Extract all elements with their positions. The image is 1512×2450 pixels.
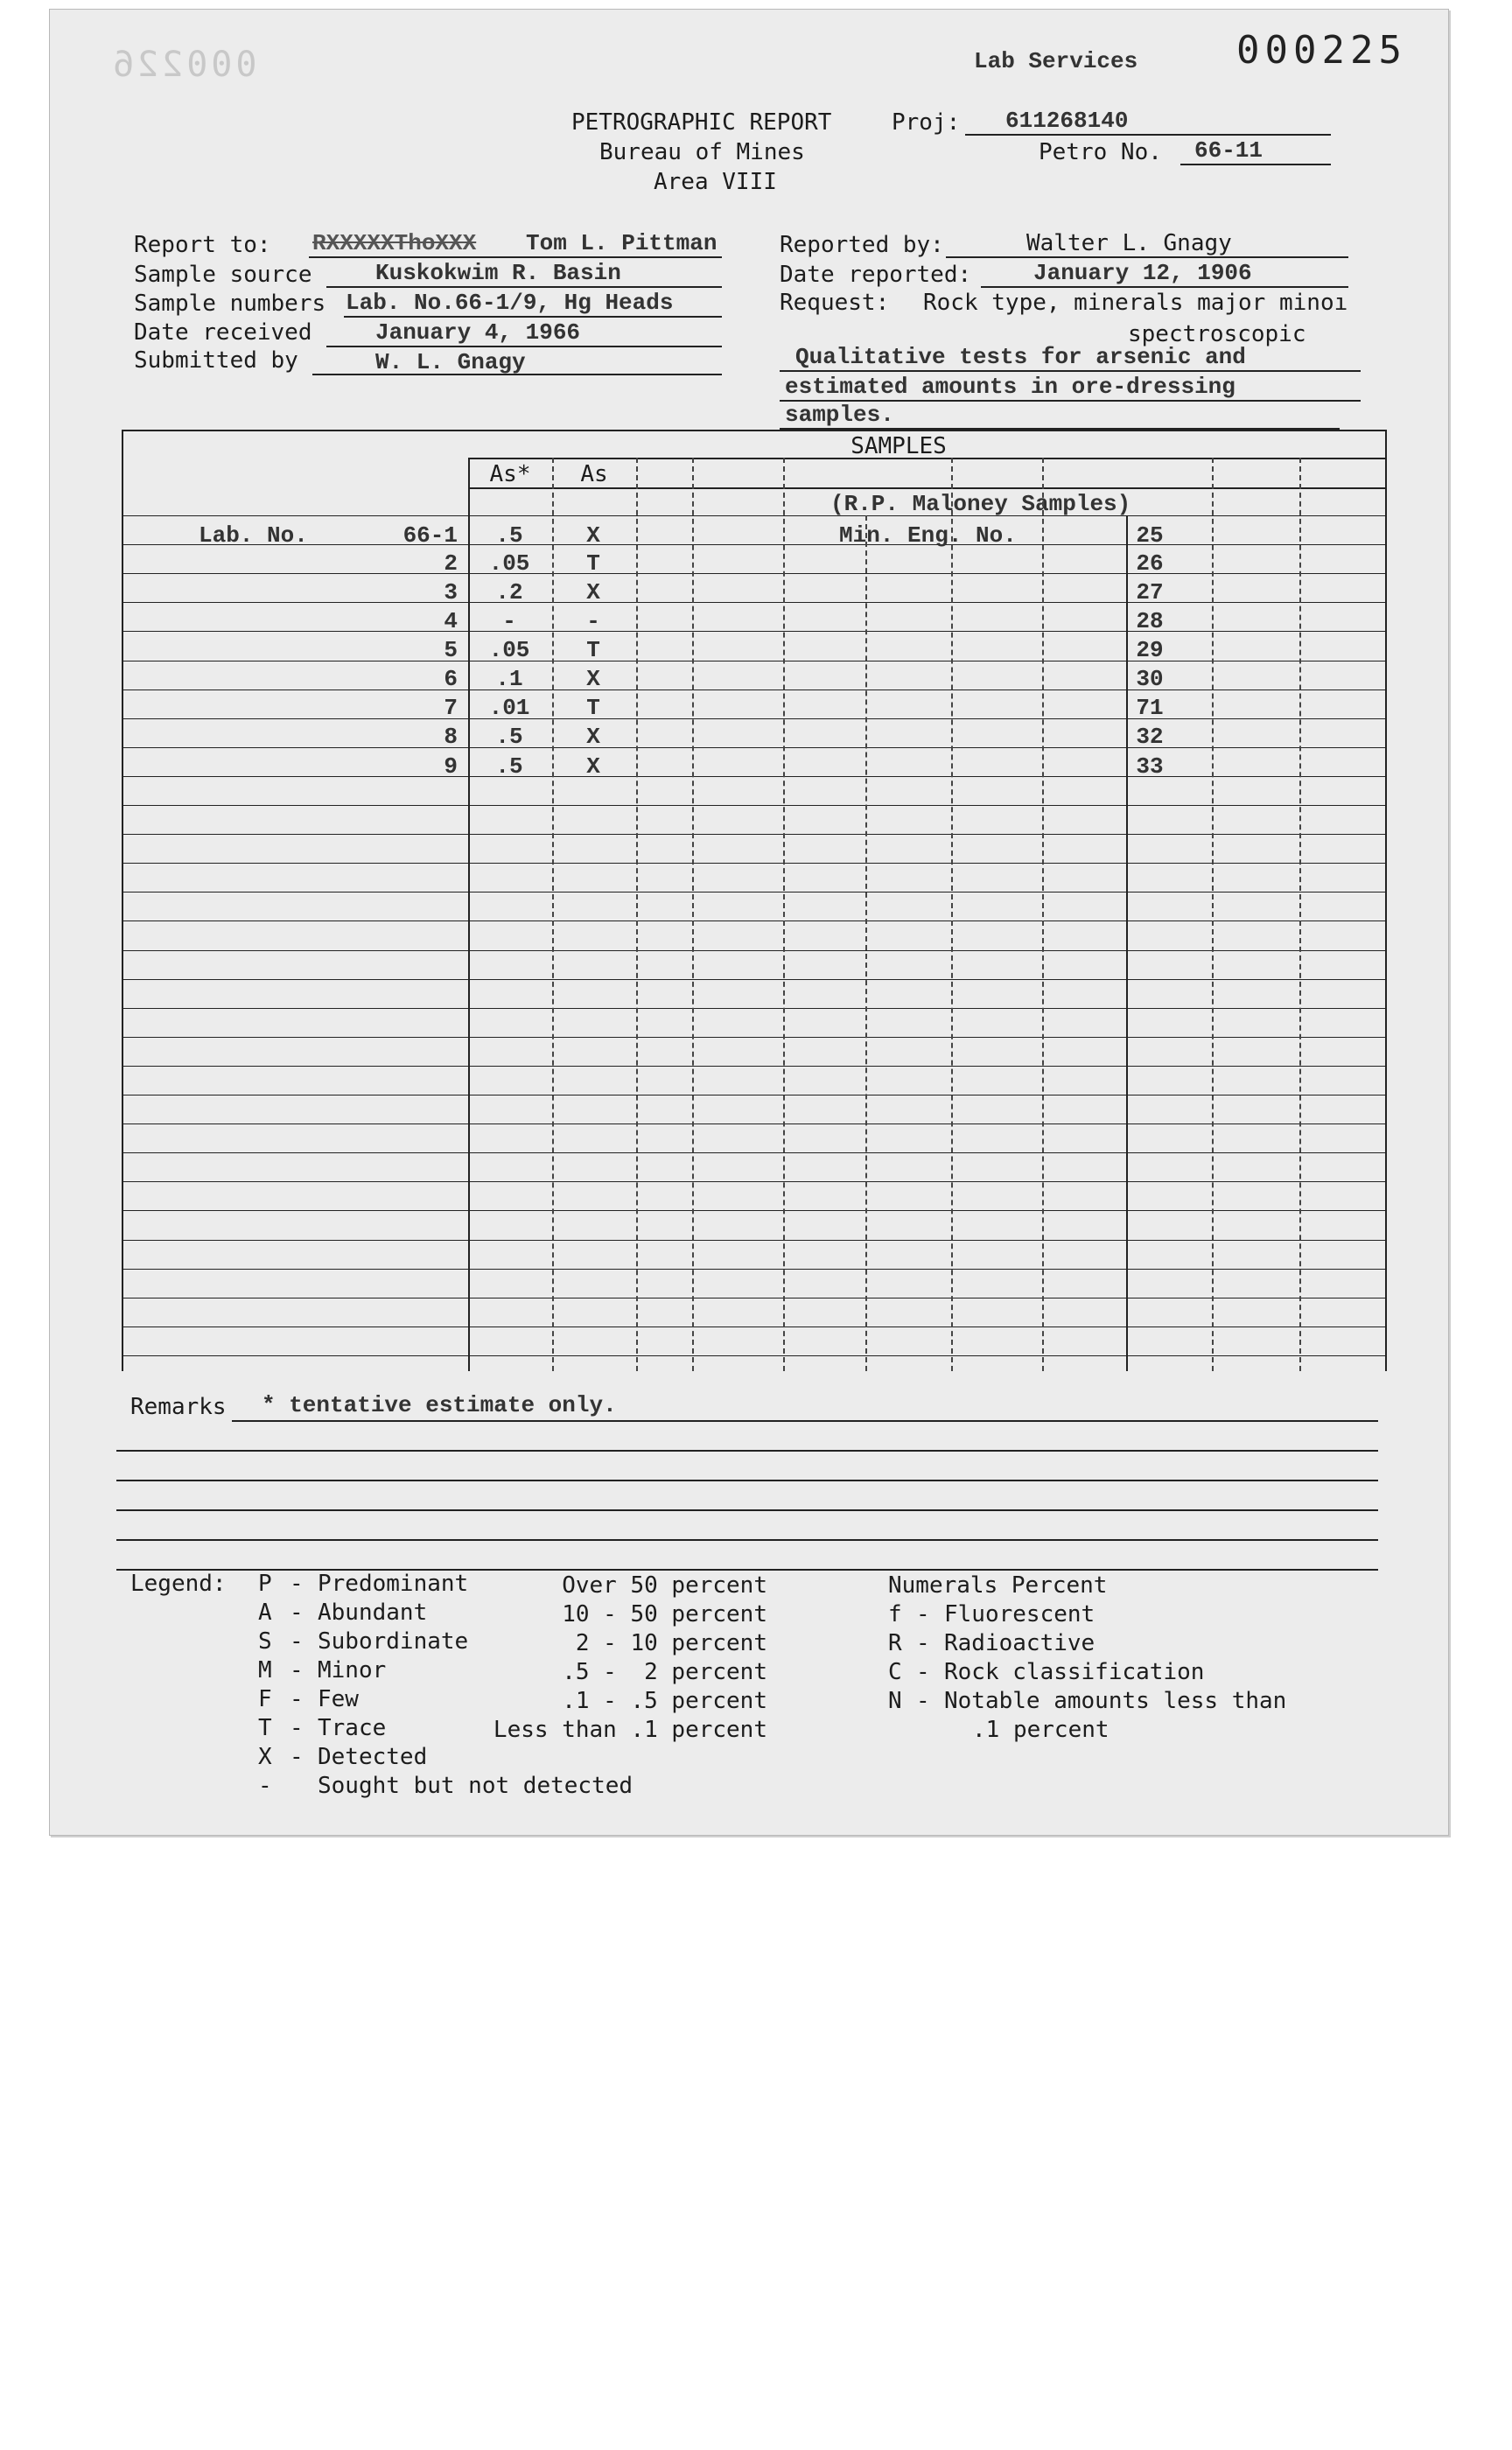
table-column-rule bbox=[692, 458, 694, 1371]
legend-name: Radioactive bbox=[944, 1630, 1096, 1656]
samples-header-rule bbox=[468, 458, 1385, 459]
lab-services-label: Lab Services bbox=[974, 48, 1138, 74]
table-column-rule bbox=[636, 458, 638, 1371]
legend-top-rule bbox=[116, 1569, 1378, 1571]
min-eng-number-cell: 30 bbox=[1136, 666, 1164, 692]
legend-name: Minor bbox=[318, 1657, 387, 1684]
as-estimate-cell: .05 bbox=[488, 550, 530, 577]
reported-by-label: Reported by: bbox=[780, 232, 944, 258]
sample-numbers-underline bbox=[344, 316, 722, 318]
samples-heading: SAMPLES bbox=[850, 433, 947, 459]
lab-number-cell: 2 bbox=[444, 550, 458, 577]
legend-dash: - bbox=[290, 1715, 304, 1741]
table-row-rule bbox=[122, 1355, 1385, 1356]
lab-number-cell: 5 bbox=[444, 637, 458, 663]
date-received-label: Date received bbox=[134, 319, 312, 346]
legend-dash: - bbox=[916, 1659, 930, 1685]
as-result-cell: X bbox=[586, 579, 600, 606]
petro-label: Petro No. bbox=[1039, 139, 1162, 165]
table-row-rule bbox=[122, 718, 1385, 719]
as-result-cell: X bbox=[586, 753, 600, 780]
min-eng-number-cell: 28 bbox=[1136, 608, 1164, 634]
legend-code: S bbox=[258, 1628, 272, 1655]
table-row-rule bbox=[122, 834, 1385, 835]
legend-name: Subordinate bbox=[318, 1628, 469, 1655]
date-received-underline bbox=[326, 346, 722, 347]
min-eng-number-cell: 33 bbox=[1136, 753, 1164, 780]
legend-name: Few bbox=[318, 1686, 359, 1712]
legend-range: 10 - 50 percent bbox=[562, 1601, 767, 1628]
submitted-by-label: Submitted by bbox=[134, 347, 298, 374]
remarks-underline-1 bbox=[232, 1420, 1378, 1422]
legend-code: X bbox=[258, 1744, 272, 1770]
col-as-header: As bbox=[580, 461, 608, 487]
lab-number-cell: 4 bbox=[444, 608, 458, 634]
petro-value: 66-11 bbox=[1194, 137, 1264, 164]
petro-underline bbox=[1180, 164, 1331, 165]
reported-by-value: Walter L. Gnagy bbox=[1026, 230, 1232, 256]
table-row-rule bbox=[122, 1066, 1385, 1067]
submitted-by-underline bbox=[312, 374, 722, 375]
table-row-rule bbox=[122, 1008, 1385, 1009]
legend-dash: - bbox=[290, 1600, 304, 1626]
as-estimate-cell: .5 bbox=[495, 753, 523, 780]
legend-range: Over 50 percent bbox=[562, 1572, 767, 1599]
min-eng-number-cell: 32 bbox=[1136, 724, 1164, 750]
legend-name: Notable amounts less than bbox=[944, 1688, 1287, 1714]
area-label: Area VIII bbox=[654, 169, 777, 195]
lab-number-cell: 66-1 bbox=[402, 522, 458, 549]
legend-name: Rock classification bbox=[944, 1659, 1205, 1685]
table-row-rule bbox=[122, 631, 1385, 632]
sample-numbers-value: Lab. No.66-1/9, Hg Heads bbox=[346, 290, 674, 316]
table-row-rule bbox=[122, 747, 1385, 748]
as-estimate-cell: .2 bbox=[495, 579, 523, 606]
legend-range: .1 - .5 percent bbox=[562, 1688, 767, 1714]
table-column-rule bbox=[865, 515, 867, 1371]
report-to-label: Report to: bbox=[134, 232, 271, 258]
legend-tail-text: .1 percent bbox=[972, 1717, 1110, 1743]
legend-range: Less than .1 percent bbox=[493, 1717, 767, 1743]
as-estimate-cell: .5 bbox=[495, 724, 523, 750]
request-line-4: estimated amounts in ore-dressing bbox=[785, 374, 1236, 400]
remarks-underline-3 bbox=[116, 1480, 1378, 1481]
remarks-underline-4 bbox=[116, 1509, 1378, 1511]
sample-numbers-label: Sample numbers bbox=[134, 290, 326, 317]
legend-code: T bbox=[258, 1715, 272, 1741]
table-column-rule bbox=[1212, 458, 1214, 1371]
min-eng-number-cell: 25 bbox=[1136, 522, 1164, 549]
table-row-rule bbox=[122, 950, 1385, 951]
table-row-rule bbox=[122, 602, 1385, 603]
legend-name: Trace bbox=[318, 1715, 387, 1741]
remarks-text: * tentative estimate only. bbox=[262, 1392, 617, 1418]
request-line-3: Qualitative tests for arsenic and bbox=[795, 344, 1246, 370]
legend-dash: - bbox=[290, 1657, 304, 1684]
table-row-rule bbox=[122, 515, 1385, 516]
maloney-heading: (R.P. Maloney Samples) bbox=[830, 491, 1131, 517]
report-to-struck: RXXXXXThoXXX bbox=[312, 230, 477, 256]
request-underline-1 bbox=[780, 370, 1361, 372]
table-column-rule bbox=[783, 458, 785, 1371]
legend-dash: - bbox=[290, 1686, 304, 1712]
document-number: 000225 bbox=[1236, 28, 1407, 73]
as-result-cell: T bbox=[586, 550, 600, 577]
sample-source-value: Kuskokwim R. Basin bbox=[375, 260, 621, 286]
request-line-2: spectroscopic bbox=[1128, 321, 1306, 347]
legend-name: Sought but not detected bbox=[318, 1773, 634, 1799]
min-eng-no-label: Min. Eng. No. bbox=[839, 522, 1017, 549]
as-estimate-cell: .1 bbox=[495, 666, 523, 692]
request-label: Request: bbox=[780, 290, 890, 316]
legend-dash: - bbox=[290, 1744, 304, 1770]
min-eng-number-cell: 26 bbox=[1136, 550, 1164, 577]
proj-label: Proj: bbox=[892, 109, 961, 136]
legend-code: F bbox=[258, 1686, 272, 1712]
as-result-cell: X bbox=[586, 724, 600, 750]
as-result-cell: X bbox=[586, 666, 600, 692]
table-left-edge bbox=[122, 430, 123, 1371]
lab-number-cell: 9 bbox=[444, 753, 458, 780]
legend-code: f bbox=[888, 1601, 902, 1628]
legend-code: A bbox=[258, 1600, 272, 1626]
legend-label: Legend: bbox=[130, 1571, 227, 1597]
lab-number-cell: 7 bbox=[444, 695, 458, 721]
table-row-rule bbox=[122, 1269, 1385, 1270]
as-estimate-cell: .01 bbox=[488, 695, 530, 721]
proj-value: 611268140 bbox=[1005, 108, 1129, 134]
table-row-rule bbox=[122, 1095, 1385, 1096]
legend-name: Predominant bbox=[318, 1571, 469, 1597]
table-row-rule bbox=[122, 979, 1385, 980]
proj-underline bbox=[965, 134, 1331, 136]
sample-source-label: Sample source bbox=[134, 262, 312, 288]
legend-dash: - bbox=[290, 1628, 304, 1655]
as-estimate-cell: .5 bbox=[495, 522, 523, 549]
table-column-rule bbox=[951, 458, 953, 1371]
date-received-value: January 4, 1966 bbox=[375, 319, 581, 346]
legend-code: N bbox=[888, 1688, 902, 1714]
as-result-cell: - bbox=[586, 608, 600, 634]
lab-number-cell: 3 bbox=[444, 579, 458, 606]
col-header-rule bbox=[468, 487, 1385, 489]
legend-dash: - bbox=[916, 1601, 930, 1628]
remarks-underline-5 bbox=[116, 1539, 1378, 1541]
legend-range: .5 - 2 percent bbox=[562, 1659, 767, 1685]
report-to-underline bbox=[309, 256, 722, 258]
table-top-rule bbox=[122, 430, 1385, 431]
legend-name: Detected bbox=[318, 1744, 428, 1770]
table-row-rule bbox=[122, 1240, 1385, 1241]
table-row-rule bbox=[122, 1210, 1385, 1211]
table-row-rule bbox=[122, 1037, 1385, 1038]
table-right-edge bbox=[1385, 430, 1387, 1371]
report-to-value: Tom L. Pittman bbox=[526, 230, 718, 256]
table-row-rule bbox=[122, 920, 1385, 921]
date-reported-value: January 12, 1906 bbox=[1033, 260, 1252, 286]
table-row-rule bbox=[122, 573, 1385, 574]
min-eng-number-cell: 29 bbox=[1136, 637, 1164, 663]
as-estimate-cell: .05 bbox=[488, 637, 530, 663]
lab-number-cell: 6 bbox=[444, 666, 458, 692]
legend-code: M bbox=[258, 1657, 272, 1684]
table-column-rule bbox=[1299, 458, 1301, 1371]
table-row-rule bbox=[122, 1181, 1385, 1182]
table-row-rule bbox=[122, 661, 1385, 662]
legend-code: C bbox=[888, 1659, 902, 1685]
as-estimate-cell: - bbox=[502, 608, 516, 634]
table-row-rule bbox=[122, 544, 1385, 545]
legend-range: 2 - 10 percent bbox=[562, 1630, 767, 1656]
table-row-rule bbox=[122, 1326, 1385, 1327]
agency-name: Bureau of Mines bbox=[599, 139, 805, 165]
submitted-by-value: W. L. Gnagy bbox=[375, 349, 526, 375]
lab-number-cell: 8 bbox=[444, 724, 458, 750]
legend-dash: - bbox=[916, 1630, 930, 1656]
request-value: Rock type, minerals major minoı bbox=[923, 290, 1348, 316]
report-page bbox=[49, 9, 1449, 1836]
date-reported-label: Date reported: bbox=[780, 262, 972, 288]
bleed-through-number: 000226 bbox=[109, 45, 257, 85]
legend-code: P bbox=[258, 1571, 272, 1597]
sample-source-underline bbox=[326, 286, 722, 288]
min-eng-number-cell: 27 bbox=[1136, 579, 1164, 606]
as-result-cell: T bbox=[586, 695, 600, 721]
remarks-label: Remarks bbox=[130, 1394, 227, 1420]
legend-dash: - bbox=[290, 1571, 304, 1597]
report-title: PETROGRAPHIC REPORT bbox=[571, 109, 832, 136]
table-row-rule bbox=[122, 776, 1385, 777]
legend-code: R bbox=[888, 1630, 902, 1656]
reported-by-underline bbox=[946, 256, 1348, 258]
lab-no-label: Lab. No. bbox=[199, 522, 308, 549]
as-result-cell: T bbox=[586, 637, 600, 663]
min-eng-number-cell: 71 bbox=[1136, 695, 1164, 721]
legend-code: - bbox=[258, 1773, 272, 1799]
legend-name: Fluorescent bbox=[944, 1601, 1096, 1628]
legend-dash: - bbox=[916, 1688, 930, 1714]
table-column-rule bbox=[1042, 458, 1044, 1371]
legend-numerals-heading: Numerals Percent bbox=[888, 1572, 1108, 1599]
date-reported-underline bbox=[981, 286, 1348, 288]
table-row-rule bbox=[122, 805, 1385, 806]
table-row-rule bbox=[122, 863, 1385, 864]
col-as-est-header: As* bbox=[489, 461, 531, 487]
legend-name: Abundant bbox=[318, 1600, 428, 1626]
request-line-5: samples. bbox=[785, 402, 894, 428]
as-result-cell: X bbox=[586, 522, 600, 549]
table-row-rule bbox=[122, 1152, 1385, 1153]
remarks-underline-2 bbox=[116, 1450, 1378, 1452]
